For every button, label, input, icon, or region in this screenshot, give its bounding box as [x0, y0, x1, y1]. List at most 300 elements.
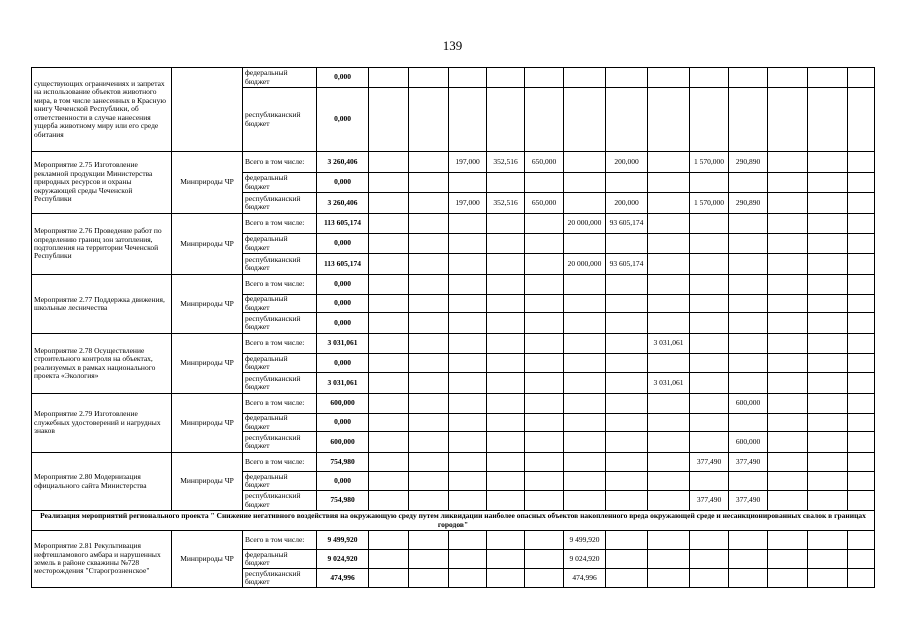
year-amount — [525, 313, 564, 334]
year-amount — [369, 373, 409, 394]
year-amount — [690, 214, 729, 234]
year-amount — [409, 569, 449, 588]
year-amount — [808, 414, 848, 432]
year-amount: 1 570,000 — [690, 193, 729, 214]
year-amount — [729, 531, 768, 550]
year-amount — [409, 373, 449, 394]
year-amount — [648, 394, 690, 414]
year-amount — [648, 432, 690, 453]
year-amount — [768, 313, 808, 334]
year-amount — [409, 152, 449, 173]
table-row — [32, 68, 875, 88]
table-row — [32, 214, 875, 234]
year-amount — [690, 569, 729, 588]
year-amount — [848, 313, 875, 334]
year-amount — [487, 491, 525, 511]
funding-source: федеральный бюджет — [243, 472, 317, 491]
responsible-executor: Минприроды ЧР — [172, 152, 243, 214]
responsible-executor: Минприроды ЧР — [172, 394, 243, 453]
year-amount — [487, 254, 525, 275]
year-amount: 9 024,920 — [564, 550, 606, 569]
year-amount — [369, 254, 409, 275]
year-amount — [768, 394, 808, 414]
year-amount — [729, 275, 768, 295]
year-amount — [369, 491, 409, 511]
year-amount — [808, 569, 848, 588]
year-amount — [729, 354, 768, 373]
funding-source: федеральный бюджет — [243, 354, 317, 373]
funding-source: республиканский бюджет — [243, 313, 317, 334]
year-amount — [808, 254, 848, 275]
year-amount: 650,000 — [525, 152, 564, 173]
year-amount — [808, 295, 848, 313]
year-amount — [369, 334, 409, 354]
measure-description: существующих ограничениях и запретах на использование объектов животного мира, в том числе занесенных в Красную книгу Чеченской Республики, об ответственности в случае нанесения ущерба животному миру или его среде обитания — [32, 68, 172, 152]
year-amount — [525, 394, 564, 414]
year-amount — [768, 491, 808, 511]
year-amount — [369, 234, 409, 254]
year-amount — [690, 354, 729, 373]
year-amount: 20 000,000 — [564, 214, 606, 234]
year-amount — [606, 275, 648, 295]
year-amount — [848, 569, 875, 588]
year-amount — [729, 88, 768, 152]
funding-source: Всего в том числе: — [243, 394, 317, 414]
year-amount — [690, 68, 729, 88]
year-amount — [808, 214, 848, 234]
year-amount — [768, 453, 808, 472]
budget-table — [31, 67, 875, 588]
year-amount — [409, 453, 449, 472]
funding-source: республиканский бюджет — [243, 254, 317, 275]
year-amount — [768, 531, 808, 550]
table-row — [32, 394, 875, 414]
year-amount — [729, 214, 768, 234]
year-amount — [690, 550, 729, 569]
year-amount: 197,000 — [449, 152, 487, 173]
table-row — [32, 531, 875, 550]
year-amount — [487, 531, 525, 550]
year-amount — [648, 354, 690, 373]
year-amount — [409, 472, 449, 491]
responsible-executor: Минприроды ЧР — [172, 334, 243, 394]
year-amount — [564, 373, 606, 394]
year-amount — [768, 432, 808, 453]
year-amount — [564, 152, 606, 173]
year-amount — [729, 472, 768, 491]
year-amount — [564, 491, 606, 511]
year-amount — [409, 313, 449, 334]
year-amount — [768, 68, 808, 88]
year-amount — [525, 214, 564, 234]
year-amount — [606, 354, 648, 373]
section-heading: Реализация мероприятий регионального проекта " Снижение негативного воздействия на окружающую среду путем ликвидации наиболее опасных объектов накопленного вреда окружающей среде и несанкционированных свалок в границах городов" — [32, 511, 875, 531]
year-amount — [409, 193, 449, 214]
funding-source: Всего в том числе: — [243, 334, 317, 354]
year-amount — [606, 569, 648, 588]
year-amount — [648, 214, 690, 234]
funding-source: республиканский бюджет — [243, 88, 317, 152]
year-amount — [369, 472, 409, 491]
year-amount — [606, 394, 648, 414]
year-amount — [808, 193, 848, 214]
year-amount — [848, 472, 875, 491]
year-amount — [648, 275, 690, 295]
year-amount — [564, 334, 606, 354]
year-amount — [449, 491, 487, 511]
year-amount — [606, 313, 648, 334]
year-amount — [648, 313, 690, 334]
year-amount — [848, 491, 875, 511]
year-amount — [768, 414, 808, 432]
year-amount — [487, 453, 525, 472]
year-amount — [690, 254, 729, 275]
funding-source: республиканский бюджет — [243, 491, 317, 511]
total-amount: 0,000 — [317, 88, 369, 152]
total-amount: 3 031,061 — [317, 334, 369, 354]
year-amount — [487, 173, 525, 193]
year-amount — [729, 414, 768, 432]
year-amount — [848, 354, 875, 373]
year-amount — [487, 234, 525, 254]
measure-description: Мероприятие 2.80 Модернизация официального сайта Министерства — [32, 453, 172, 511]
year-amount — [449, 214, 487, 234]
year-amount — [648, 254, 690, 275]
year-amount — [564, 193, 606, 214]
year-amount — [449, 569, 487, 588]
year-amount — [525, 254, 564, 275]
year-amount — [564, 88, 606, 152]
year-amount — [808, 432, 848, 453]
year-amount — [768, 550, 808, 569]
year-amount — [487, 88, 525, 152]
year-amount: 200,000 — [606, 152, 648, 173]
year-amount — [606, 234, 648, 254]
year-amount — [525, 295, 564, 313]
year-amount — [525, 453, 564, 472]
year-amount — [487, 373, 525, 394]
year-amount — [369, 394, 409, 414]
year-amount — [848, 275, 875, 295]
year-amount — [768, 173, 808, 193]
year-amount — [369, 569, 409, 588]
total-amount: 3 031,061 — [317, 373, 369, 394]
year-amount — [449, 234, 487, 254]
year-amount — [487, 354, 525, 373]
year-amount — [369, 414, 409, 432]
total-amount: 600,000 — [317, 394, 369, 414]
year-amount — [409, 394, 449, 414]
year-amount: 93 605,174 — [606, 254, 648, 275]
year-amount — [606, 432, 648, 453]
year-amount — [848, 394, 875, 414]
funding-source: федеральный бюджет — [243, 68, 317, 88]
year-amount — [848, 254, 875, 275]
year-amount — [449, 394, 487, 414]
year-amount — [449, 68, 487, 88]
year-amount — [729, 550, 768, 569]
year-amount — [768, 373, 808, 394]
year-amount — [449, 414, 487, 432]
year-amount — [449, 531, 487, 550]
total-amount: 3 260,406 — [317, 152, 369, 173]
funding-source: Всего в том числе: — [243, 531, 317, 550]
responsible-executor: Минприроды ЧР — [172, 214, 243, 275]
year-amount — [449, 373, 487, 394]
year-amount — [487, 414, 525, 432]
year-amount — [369, 68, 409, 88]
year-amount — [848, 193, 875, 214]
year-amount — [848, 432, 875, 453]
year-amount — [690, 334, 729, 354]
year-amount — [648, 152, 690, 173]
year-amount — [449, 173, 487, 193]
year-amount — [648, 453, 690, 472]
year-amount — [487, 394, 525, 414]
year-amount — [648, 531, 690, 550]
year-amount — [525, 173, 564, 193]
year-amount: 352,516 — [487, 193, 525, 214]
year-amount — [690, 432, 729, 453]
year-amount — [369, 214, 409, 234]
year-amount — [606, 491, 648, 511]
year-amount — [564, 453, 606, 472]
year-amount — [808, 234, 848, 254]
year-amount — [690, 295, 729, 313]
year-amount — [729, 295, 768, 313]
year-amount — [409, 432, 449, 453]
year-amount — [848, 88, 875, 152]
total-amount: 0,000 — [317, 313, 369, 334]
year-amount: 197,000 — [449, 193, 487, 214]
year-amount — [690, 313, 729, 334]
total-amount: 0,000 — [317, 414, 369, 432]
measure-description: Мероприятие 2.79 Изготовление служебных удостоверений и нагрудных знаков — [32, 394, 172, 453]
year-amount — [768, 472, 808, 491]
year-amount — [808, 354, 848, 373]
year-amount: 600,000 — [729, 394, 768, 414]
year-amount — [690, 472, 729, 491]
year-amount — [369, 275, 409, 295]
table-row — [32, 275, 875, 295]
year-amount — [525, 432, 564, 453]
funding-source: федеральный бюджет — [243, 295, 317, 313]
year-amount — [808, 453, 848, 472]
year-amount — [848, 234, 875, 254]
funding-source: федеральный бюджет — [243, 234, 317, 254]
year-amount — [606, 88, 648, 152]
year-amount — [606, 414, 648, 432]
year-amount — [808, 88, 848, 152]
year-amount — [564, 313, 606, 334]
year-amount — [848, 334, 875, 354]
year-amount — [848, 152, 875, 173]
year-amount — [487, 472, 525, 491]
total-amount: 9 499,920 — [317, 531, 369, 550]
year-amount — [808, 531, 848, 550]
funding-source: федеральный бюджет — [243, 414, 317, 432]
year-amount — [729, 313, 768, 334]
year-amount — [808, 373, 848, 394]
table-row — [32, 152, 875, 173]
year-amount — [409, 275, 449, 295]
year-amount — [369, 173, 409, 193]
total-amount: 0,000 — [317, 354, 369, 373]
year-amount — [409, 88, 449, 152]
year-amount — [487, 550, 525, 569]
year-amount — [648, 173, 690, 193]
year-amount — [848, 68, 875, 88]
year-amount — [690, 88, 729, 152]
year-amount — [409, 414, 449, 432]
year-amount — [808, 550, 848, 569]
year-amount — [768, 334, 808, 354]
section-heading-row — [32, 511, 875, 531]
year-amount — [606, 472, 648, 491]
year-amount — [449, 275, 487, 295]
page-number: 139 — [442, 38, 463, 53]
year-amount — [848, 453, 875, 472]
funding-source: республиканский бюджет — [243, 373, 317, 394]
responsible-executor: Минприроды ЧР — [172, 275, 243, 334]
year-amount: 20 000,000 — [564, 254, 606, 275]
year-amount — [690, 234, 729, 254]
year-amount — [409, 68, 449, 88]
year-amount — [606, 295, 648, 313]
year-amount: 93 605,174 — [606, 214, 648, 234]
year-amount — [648, 491, 690, 511]
year-amount — [487, 295, 525, 313]
measure-description: Мероприятие 2.77 Поддержка движения, школьные лесничества — [32, 275, 172, 334]
responsible-executor: Минприроды ЧР — [172, 453, 243, 511]
year-amount — [848, 173, 875, 193]
funding-source: Всего в том числе: — [243, 275, 317, 295]
year-amount: 650,000 — [525, 193, 564, 214]
year-amount — [564, 173, 606, 193]
year-amount — [808, 313, 848, 334]
year-amount — [848, 295, 875, 313]
year-amount — [690, 275, 729, 295]
year-amount — [487, 275, 525, 295]
year-amount: 3 031,061 — [648, 373, 690, 394]
year-amount — [525, 569, 564, 588]
year-amount — [369, 152, 409, 173]
year-amount — [449, 432, 487, 453]
funding-source: федеральный бюджет — [243, 550, 317, 569]
year-amount — [848, 414, 875, 432]
year-amount: 600,000 — [729, 432, 768, 453]
year-amount — [409, 550, 449, 569]
year-amount — [487, 68, 525, 88]
year-amount: 200,000 — [606, 193, 648, 214]
total-amount: 0,000 — [317, 68, 369, 88]
year-amount — [564, 234, 606, 254]
total-amount: 0,000 — [317, 275, 369, 295]
year-amount — [648, 472, 690, 491]
year-amount — [848, 373, 875, 394]
year-amount — [369, 453, 409, 472]
year-amount — [449, 472, 487, 491]
year-amount: 377,490 — [729, 491, 768, 511]
year-amount: 9 499,920 — [564, 531, 606, 550]
year-amount — [606, 550, 648, 569]
measure-description: Мероприятие 2.78 Осуществление строительного контроля на объектах, реализуемых в рамках национального проекта «Экология» — [32, 334, 172, 394]
year-amount — [409, 214, 449, 234]
year-amount — [487, 214, 525, 234]
year-amount — [369, 354, 409, 373]
funding-source: федеральный бюджет — [243, 173, 317, 193]
year-amount — [690, 531, 729, 550]
year-amount: 3 031,061 — [648, 334, 690, 354]
year-amount — [729, 173, 768, 193]
year-amount — [606, 531, 648, 550]
year-amount: 377,490 — [690, 491, 729, 511]
year-amount — [768, 254, 808, 275]
year-amount — [525, 550, 564, 569]
year-amount: 474,996 — [564, 569, 606, 588]
total-amount: 3 260,406 — [317, 193, 369, 214]
year-amount — [369, 313, 409, 334]
year-amount — [648, 550, 690, 569]
year-amount — [808, 334, 848, 354]
total-amount: 9 024,920 — [317, 550, 369, 569]
year-amount — [564, 432, 606, 453]
year-amount — [768, 234, 808, 254]
year-amount — [487, 334, 525, 354]
year-amount — [525, 531, 564, 550]
year-amount — [690, 173, 729, 193]
year-amount — [690, 394, 729, 414]
year-amount — [449, 295, 487, 313]
year-amount — [808, 173, 848, 193]
year-amount — [648, 414, 690, 432]
year-amount — [409, 234, 449, 254]
funding-source: Всего в том числе: — [243, 453, 317, 472]
year-amount — [808, 68, 848, 88]
year-amount — [648, 68, 690, 88]
year-amount — [768, 295, 808, 313]
year-amount — [768, 354, 808, 373]
year-amount — [487, 569, 525, 588]
year-amount — [768, 152, 808, 173]
year-amount — [449, 453, 487, 472]
year-amount — [768, 193, 808, 214]
year-amount — [768, 275, 808, 295]
funding-source: Всего в том числе: — [243, 214, 317, 234]
year-amount — [449, 334, 487, 354]
year-amount — [648, 88, 690, 152]
year-amount — [808, 152, 848, 173]
year-amount — [369, 193, 409, 214]
year-amount — [369, 550, 409, 569]
total-amount: 0,000 — [317, 472, 369, 491]
year-amount — [525, 234, 564, 254]
funding-source: республиканский бюджет — [243, 569, 317, 588]
year-amount — [369, 531, 409, 550]
total-amount: 0,000 — [317, 173, 369, 193]
funding-source: Всего в том числе: — [243, 152, 317, 173]
year-amount — [648, 295, 690, 313]
year-amount — [487, 313, 525, 334]
year-amount — [525, 373, 564, 394]
year-amount — [690, 414, 729, 432]
year-amount — [848, 550, 875, 569]
year-amount — [768, 214, 808, 234]
year-amount — [525, 491, 564, 511]
year-amount — [848, 531, 875, 550]
year-amount — [564, 275, 606, 295]
year-amount — [525, 472, 564, 491]
